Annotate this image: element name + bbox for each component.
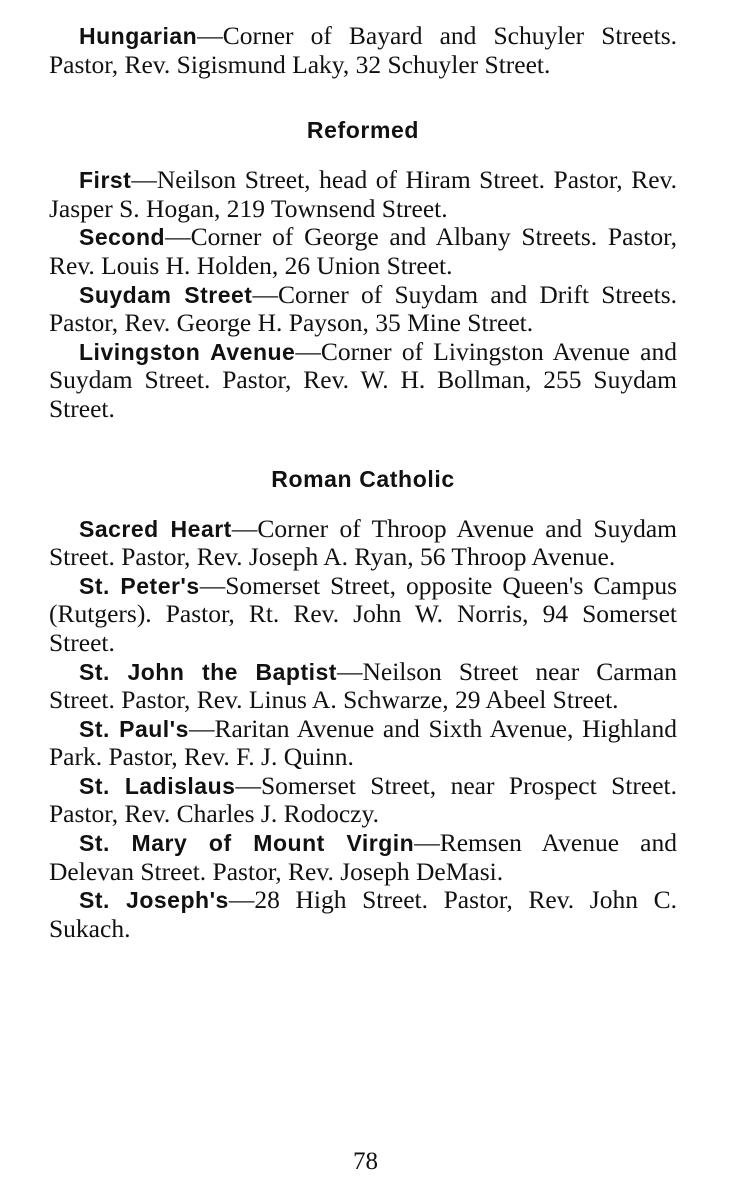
church-name: Suydam Street <box>79 281 253 308</box>
church-details: —Remsen Avenue and Delevan Street. Pastor, Rev. Joseph DeMasi. <box>49 828 677 886</box>
page-number: 78 <box>353 1148 378 1175</box>
church-details: —Somerset Street, near Prospect Street. Pastor, Rev. Charles J. Rodoczy. <box>49 770 677 829</box>
church-details: —Corner of Throop Avenue and Suydam Street. Pastor, Rev. Joseph A. Ryan, 56 Throop Avenue. <box>49 513 677 572</box>
church-entry-livingston-avenue <box>49 338 677 424</box>
church-entry-sacred-heart <box>49 515 677 572</box>
church-details: —Neilson Street near Carman Street. Pastor, Rev. Linus A. Schwarze, 29 Abeel Street. <box>49 656 678 715</box>
church-entry-st-mary-of-mount-virgin <box>49 829 677 886</box>
church-details: —Corner of George and Albany Streets. Pastor, Rev. Louis H. Holden, 26 Union Street. <box>49 222 677 280</box>
church-entry-suydam-street <box>49 281 677 338</box>
church-name: Livingston Avenue <box>79 338 296 365</box>
church-name: St. John the Baptist <box>79 658 337 685</box>
church-entry-second <box>49 223 677 280</box>
church-entry-st-john-the-baptist <box>49 658 677 715</box>
church-entry-st-ladislaus <box>49 772 677 829</box>
church-name: Hungarian <box>79 23 198 49</box>
church-entry-first <box>49 166 677 223</box>
church-name: First <box>79 167 132 194</box>
church-details: —Raritan Avenue and Sixth Avenue, Highland Park. Pastor, Rev. F. J. Quinn. <box>49 713 677 772</box>
church-entry-hungarian <box>49 22 677 79</box>
church-name: St. Ladislaus <box>79 772 236 799</box>
church-name: St. Peter's <box>79 572 200 599</box>
church-name: Second <box>79 224 166 251</box>
section-heading-roman-catholic: Roman Catholic <box>271 465 455 492</box>
church-name: St. Mary of Mount Virgin <box>79 830 415 857</box>
church-entry-st-pauls <box>49 715 677 772</box>
church-entry-st-josephs <box>49 886 677 943</box>
church-details: —28 High Street. Pastor, Rev. John C. Sukach. <box>49 885 677 943</box>
church-details: —Somerset Street, opposite Queen's Campus (Rutgers). Pastor, Rt. Rev. John W. Norris, 94 Somerset Street. <box>49 570 678 657</box>
church-entry-st-peters <box>49 572 677 658</box>
church-details: —Corner of Livingston Avenue and Suydam Street. Pastor, Rev. W. H. Bollman, 255 Suydam Street. <box>49 336 677 423</box>
church-name: St. Paul's <box>79 715 189 742</box>
church-name: Sacred Heart <box>79 515 232 542</box>
church-details: —Corner of Suydam and Drift Streets. Pastor, Rev. George H. Payson, 35 Mine Street. <box>49 279 677 338</box>
section-heading-reformed: Reformed <box>306 117 420 144</box>
church-details: —Neilson Street, head of Hiram Street. Pastor, Rev. Jasper S. Hogan, 219 Townsend Street. <box>49 165 677 223</box>
church-name: St. Joseph's <box>79 887 229 914</box>
church-details: —Corner of Bayard and Schuyler Streets. Pastor, Rev. Sigismund Laky, 32 Schuyler Street. <box>49 21 677 79</box>
